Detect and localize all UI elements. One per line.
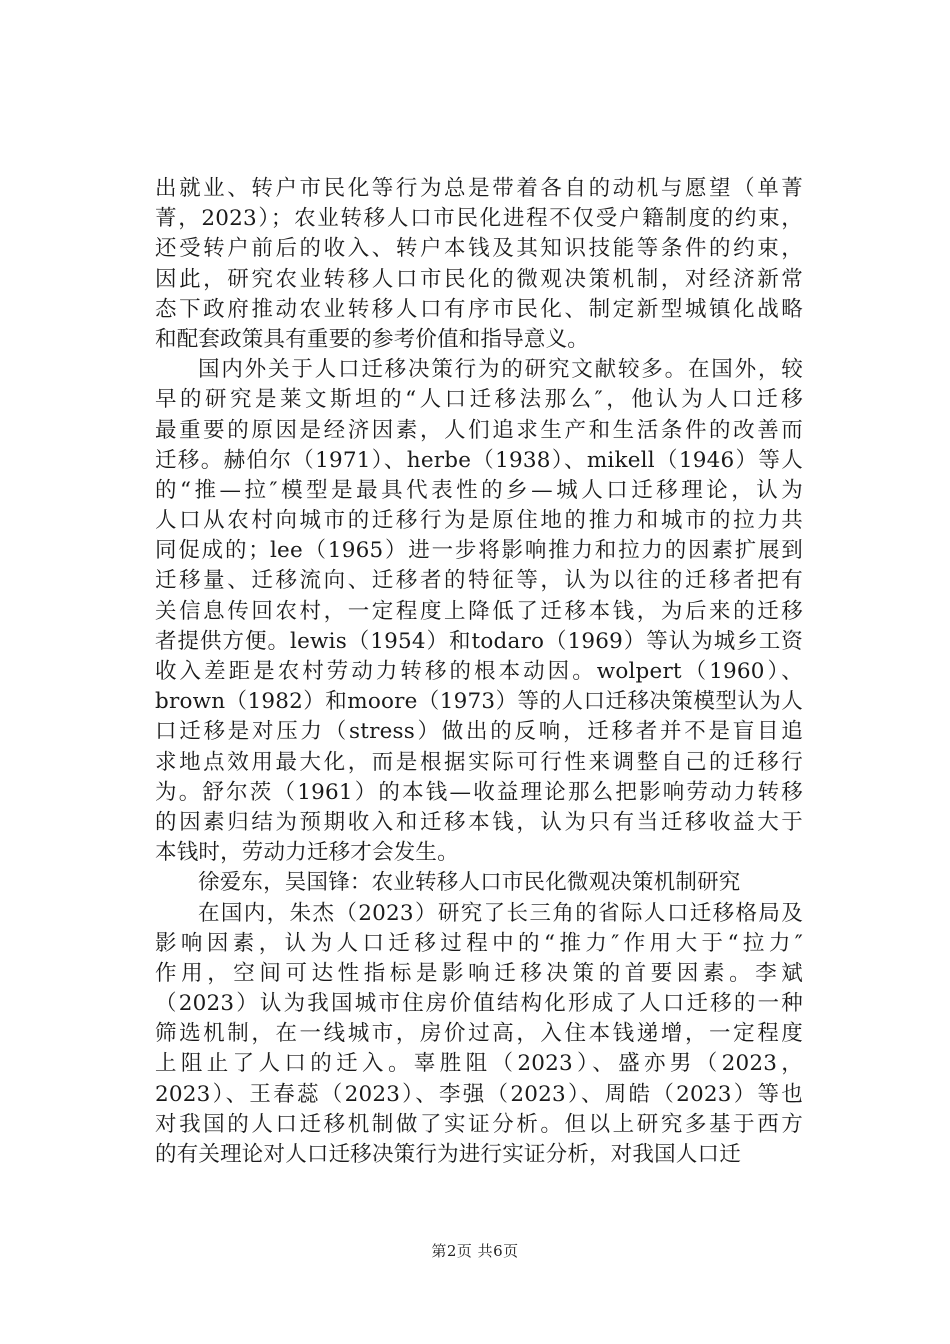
text-line: 2023）、王春蕊（2023）、李强（2023）、周皓（2023）等也 bbox=[155, 1081, 803, 1107]
text-line: 徐爱东，吴国锋：农业转移人口市民化微观决策机制研究 bbox=[198, 870, 741, 896]
text-line: 对我国的人口迁移机制做了实证分析。但以上研究多基于西方 bbox=[155, 1111, 803, 1137]
text-line: 出就业、转户市民化等行为总是带着各自的动机与愿望（单菁 bbox=[155, 176, 803, 201]
text-line: 的有关理论对人口迁移决策行为进行实证分析，对我国人口迁 bbox=[155, 1142, 741, 1167]
text-line: 为。舒尔茨（1961）的本钱—收益理论那么把影响劳动力转移 bbox=[155, 779, 803, 805]
text-line: 菁，2023）；农业转移人口市民化进程不仅受户籍制度的约束， bbox=[155, 206, 803, 232]
text-line: 人口从农村向城市的迁移行为是原住地的推力和城市的拉力共 bbox=[155, 508, 803, 534]
text-line: 迁移量、迁移流向、迁移者的特征等，认为以往的迁移者把有 bbox=[155, 568, 803, 594]
text-line: 还受转户前后的收入、转户本钱及其知识技能等条件的约束， bbox=[155, 236, 803, 262]
text-line: brown（1982）和moore（1973）等的人口迁移决策模型认为人 bbox=[155, 689, 803, 715]
page-footer: 第2页 共6页 bbox=[431, 1242, 519, 1260]
text-line: （2023）认为我国城市住房价值结构化形成了人口迁移的一种 bbox=[155, 991, 803, 1017]
text-line: 本钱时，劳动力迁移才会发生。 bbox=[155, 840, 459, 866]
text-line: 态下政府推动农业转移人口有序市民化、制定新型城镇化战略 bbox=[155, 296, 803, 322]
text-line: 者提供方便。lewis（1954）和todaro（1969）等认为城乡工资 bbox=[155, 628, 803, 654]
text-line: 早的研究是莱文斯坦的“人口迁移法那么″，他认为人口迁移 bbox=[155, 387, 803, 413]
text-line: 因此，研究农业转移人口市民化的微观决策机制，对经济新常 bbox=[155, 266, 803, 292]
text-line: 筛选机制，在一线城市，房价过高，入住本钱递增，一定程度 bbox=[155, 1021, 803, 1047]
text-line: 国内外关于人口迁移决策行为的研究文献较多。在国外，较 bbox=[198, 357, 803, 383]
text-line: 和配套政策具有重要的参考价值和指导意义。 bbox=[155, 326, 590, 352]
text-line: 口迁移是对压力（stress）做出的反响，迁移者并不是盲目追 bbox=[155, 719, 803, 745]
text-line: 收入差距是农村劳动力转移的根本动因。wolpert（1960）、 bbox=[155, 659, 803, 684]
paragraph bbox=[155, 868, 803, 898]
text-line: 影响因素，认为人口迁移过程中的“推力″作用大于“拉力″ bbox=[155, 930, 803, 956]
text-line: 的“推—拉″模型是最具代表性的乡—城人口迁移理论，认为 bbox=[155, 477, 803, 503]
paragraph bbox=[155, 355, 803, 868]
text-line: 在国内，朱杰（2023）研究了长三角的省际人口迁移格局及 bbox=[198, 900, 803, 926]
text-line: 同促成的；lee（1965）进一步将影响推力和拉力的因素扩展到 bbox=[155, 538, 803, 564]
document-body bbox=[155, 174, 803, 1170]
text-line: 的因素归结为预期收入和迁移本钱，认为只有当迁移收益大于 bbox=[155, 809, 803, 835]
text-line: 最重要的原因是经济因素，人们追求生产和生活条件的改善而 bbox=[155, 417, 803, 443]
text-line: 求地点效用最大化，而是根据实际可行性来调整自己的迁移行 bbox=[155, 749, 803, 775]
text-line: 迁移。赫伯尔（1971）、herbe（1938）、mikell（1946）等人 bbox=[155, 447, 803, 473]
paragraph bbox=[155, 899, 803, 1171]
text-line: 上阻止了人口的迁入。辜胜阻（2023）、盛亦男（2023， bbox=[155, 1051, 803, 1077]
paragraph bbox=[155, 174, 803, 355]
text-line: 作用，空间可达性指标是影响迁移决策的首要因素。李斌 bbox=[155, 960, 803, 986]
text-line: 关信息传回农村，一定程度上降低了迁移本钱，为后来的迁移 bbox=[155, 598, 803, 624]
